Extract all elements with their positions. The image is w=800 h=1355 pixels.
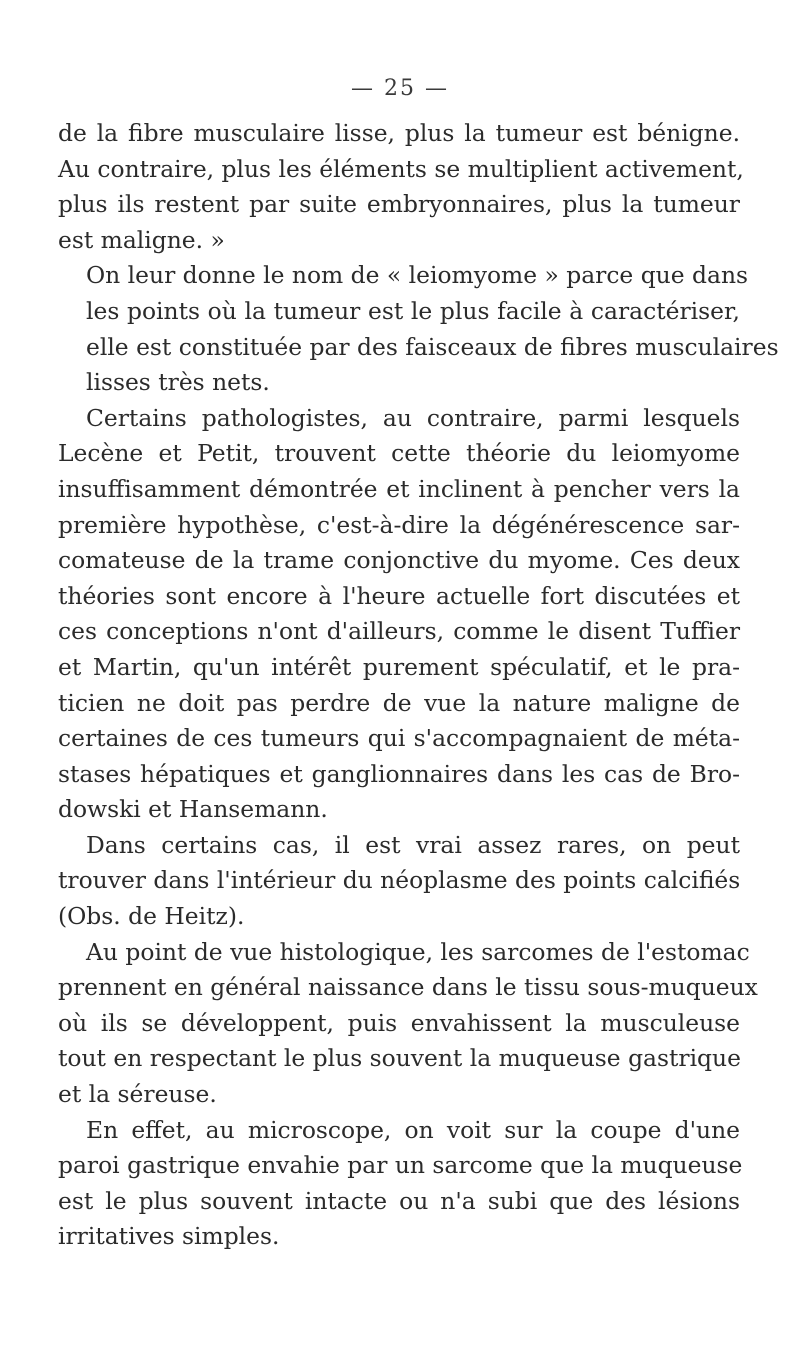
text-line: ticien ne doit pas perdre de vue la nature maligne de (58, 688, 740, 717)
text-line: et la séreuse. (58, 1080, 217, 1109)
text-line: Au point de vue histologique, les sarcomes de l'estomac (86, 937, 750, 966)
text-line: (Obs. de Heitz). (58, 902, 245, 931)
text-line: dowski et Hansemann. (58, 795, 328, 824)
text-line: plus ils restent par suite embryonnaires, plus la tumeur (58, 190, 740, 219)
text-line: est le plus souvent intacte ou n'a subi que des lésions (58, 1186, 740, 1215)
paragraph (58, 258, 779, 400)
page-number: — 25 — (351, 76, 449, 101)
text-line: irritatives simples. (58, 1222, 280, 1251)
text-line: les points où la tumeur est le plus facile à caractériser, (86, 296, 740, 325)
text-line: stases hépatiques et ganglionnaires dans les cas de Bro- (58, 759, 740, 788)
text-line: où ils se développent, puis envahissent la musculeuse (58, 1008, 740, 1037)
paragraph (58, 935, 758, 1113)
text-line: En effet, au microscope, on voit sur la coupe d'une (86, 1115, 740, 1144)
text-line: trouver dans l'intérieur du néoplasme des points calcifiés (58, 866, 741, 895)
text-line: certaines de ces tumeurs qui s'accompagnaient de méta- (58, 724, 740, 753)
text-line: première hypothèse, c'est-à-dire la dégénérescence sar- (58, 510, 740, 539)
text-line: comateuse de la trame conjonctive du myome. Ces deux (58, 546, 740, 575)
paragraph (58, 401, 740, 828)
text-line: insuffisamment démontrée et inclinent à pencher vers la (58, 474, 740, 503)
text-line: ces conceptions n'ont d'ailleurs, comme le disent Tuffier (58, 617, 740, 646)
paragraph (58, 828, 740, 935)
text-line: théories sont encore à l'heure actuelle fort discutées et (58, 581, 740, 610)
text-line: est maligne. » (58, 225, 225, 254)
paragraph (58, 116, 744, 258)
body-text (58, 116, 779, 1255)
text-line: et Martin, qu'un intérêt purement spéculatif, et le pra- (58, 652, 740, 681)
text-line: Au contraire, plus les éléments se multiplient activement, (58, 154, 744, 183)
paragraph (58, 1113, 743, 1255)
text-line: Dans certains cas, il est vrai assez rares, on peut (86, 830, 740, 859)
text-line: lisses très nets. (86, 368, 270, 397)
text-line: On leur donne le nom de « leiomyome » parce que dans (86, 261, 749, 290)
text-line: tout en respectant le plus souvent la muqueuse gastrique (58, 1044, 741, 1073)
text-line: Lecène et Petit, trouvent cette théorie du leiomyome (58, 439, 740, 468)
text-line: de la fibre musculaire lisse, plus la tumeur est bénigne. (58, 119, 740, 147)
text-line: prennent en général naissance dans le tissu sous-muqueux (58, 973, 758, 1002)
text-line: Certains pathologistes, au contraire, parmi lesquels (86, 403, 740, 432)
text-line: elle est constituée par des faisceaux de fibres musculaires (86, 332, 779, 361)
text-line: paroi gastrique envahie par un sarcome que la muqueuse (58, 1151, 743, 1180)
